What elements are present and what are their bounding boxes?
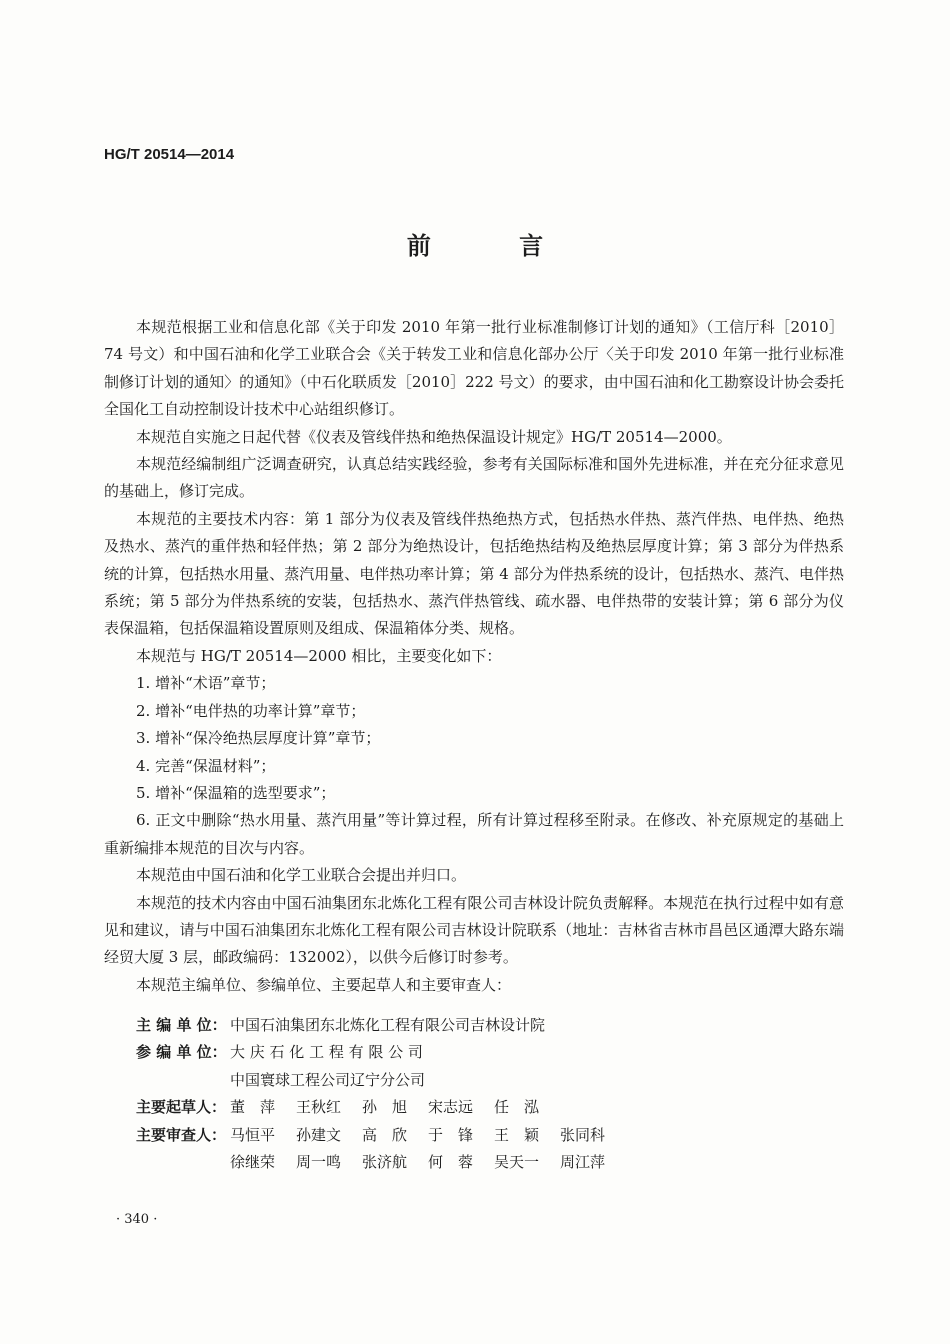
- drafter-name: 宋志远: [428, 1098, 474, 1117]
- reviewer-name: 高 欣: [362, 1125, 408, 1144]
- drafter-name: 王秋红: [296, 1098, 342, 1117]
- paragraph: 本规范的技术内容由中国石油集团东北炼化工程有限公司吉林设计院负责解释。本规范在执行过程中如有意见和建议，请与中国石油集团东北炼化工程有限公司吉林设计院联系（地址：吉林省吉林市昌邑区通潭大路东端经贸大厦 3 层，邮政编码：132002），以供今后修订时参考。: [104, 893, 844, 967]
- chief-unit-row: [136, 1012, 626, 1039]
- change-item: 4. 完善“保温材料”；: [136, 756, 276, 775]
- change-item: 3. 增补“保冷绝热层厚度计算”章节；: [136, 729, 381, 748]
- paragraph: 本规范的主要技术内容：第 1 部分为仪表及管线伴热绝热方式，包括热水伴热、蒸汽伴热、电伴热、绝热及热水、蒸汽的重伴热和轻伴热；第 2 部分为绝热设计，包括绝热结构及绝热层厚度计算；第 3 部分为伴热系统的计算，包括热水用量、蒸汽用量、电伴热功率计算；第 4 部分为伴热系统的设计，包括热水、蒸汽、电伴热系统；第 5 部分为伴热系统的安装，包括热水、蒸汽伴热管线、疏水器、电伴热带的安装计算；第 6 部分为仪表保温箱，包括保温箱设置原则及组成、保温箱体分类、规格。: [104, 509, 844, 638]
- paragraph: 本规范主编单位、参编单位、主要起草人和主要审查人：: [136, 975, 512, 994]
- reviewer-name: 孙建文: [296, 1125, 342, 1144]
- drafter-name: 董 萍: [230, 1098, 276, 1117]
- change-item: 6. 正文中删除“热水用量、蒸汽用量”等计算过程，所有计算过程移至附录。在修改、补充原规定的基础上重新编排本规范的目次与内容。: [104, 811, 844, 857]
- reviewer-name: 吴天一: [494, 1153, 540, 1172]
- reviewers-row: [136, 1149, 626, 1176]
- chief-unit-label: 主 编 单 位：: [136, 1016, 227, 1034]
- reviewer-name: 周江萍: [560, 1153, 606, 1172]
- drafters-row: [136, 1094, 626, 1121]
- paragraph: 本规范与 HG/T 20514—2000 相比，主要变化如下：: [136, 646, 502, 665]
- preface-body: [104, 314, 844, 999]
- paragraph: 本规范根据工业和信息化部《关于印发 2010 年第一批行业标准制修订计划的通知》（工信厅科［2010］74 号文）和中国石油和化学工业联合会《关于转发工业和信息化部办公厅〈关于印发 2010 年第一批行业标准制修订计划的通知〉的通知》（中石化联质发［2010］222 号文）的要求，由中国石油和化工勘察设计协会委托全国化工自动控制设计技术中心站组织修订。: [104, 318, 844, 419]
- change-item: 5. 增补“保温箱的选型要求”；: [136, 783, 336, 802]
- reviewer-name: 张济航: [362, 1153, 408, 1172]
- change-item: 2. 增补“电伴热的功率计算”章节；: [136, 701, 366, 720]
- reviewer-name: 马恒平: [230, 1125, 276, 1144]
- reviewers-row: [136, 1122, 626, 1149]
- chief-unit: 中国石油集团东北炼化工程有限公司吉林设计院: [230, 1016, 546, 1034]
- drafter-name: 孙 旭: [362, 1098, 408, 1117]
- co-unit: 大 庆 石 化 工 程 有 限 公 司: [230, 1043, 423, 1062]
- co-unit-row: [136, 1067, 626, 1094]
- page-number: · 340 ·: [116, 1212, 158, 1227]
- co-unit-row: [136, 1039, 626, 1066]
- reviewer-name: 于 锋: [428, 1125, 474, 1144]
- reviewer-name: 张同科: [560, 1125, 606, 1144]
- reviewer-name: 周一鸣: [296, 1153, 342, 1172]
- drafters-label: 主要起草人：: [136, 1098, 227, 1117]
- paragraph: 本规范经编制组广泛调查研究，认真总结实践经验，参考有关国际标准和国外先进标准，并在充分征求意见的基础上，修订完成。: [104, 455, 844, 501]
- co-unit-label: 参 编 单 位：: [136, 1043, 227, 1062]
- drafter-name: 任 泓: [494, 1098, 540, 1117]
- page-title: 前 言: [406, 232, 584, 260]
- standard-number-header: HG/T 20514—2014: [104, 146, 235, 163]
- paragraph: 本规范自实施之日起代替《仪表及管线伴热和绝热保温设计规定》HG/T 20514—2000。: [136, 427, 732, 446]
- change-item: 1. 增补“术语”章节；: [136, 674, 276, 693]
- contributors-block: [136, 1012, 626, 1176]
- reviewer-name: 何 蓉: [428, 1153, 474, 1172]
- co-unit: 中国寰球工程公司辽宁分公司: [230, 1070, 426, 1089]
- reviewer-name: 徐继荣: [230, 1153, 276, 1172]
- reviewer-name: 王 颖: [494, 1125, 540, 1144]
- reviewers-label: 主要审查人：: [136, 1125, 227, 1144]
- paragraph: 本规范由中国石油和化学工业联合会提出并归口。: [136, 866, 467, 885]
